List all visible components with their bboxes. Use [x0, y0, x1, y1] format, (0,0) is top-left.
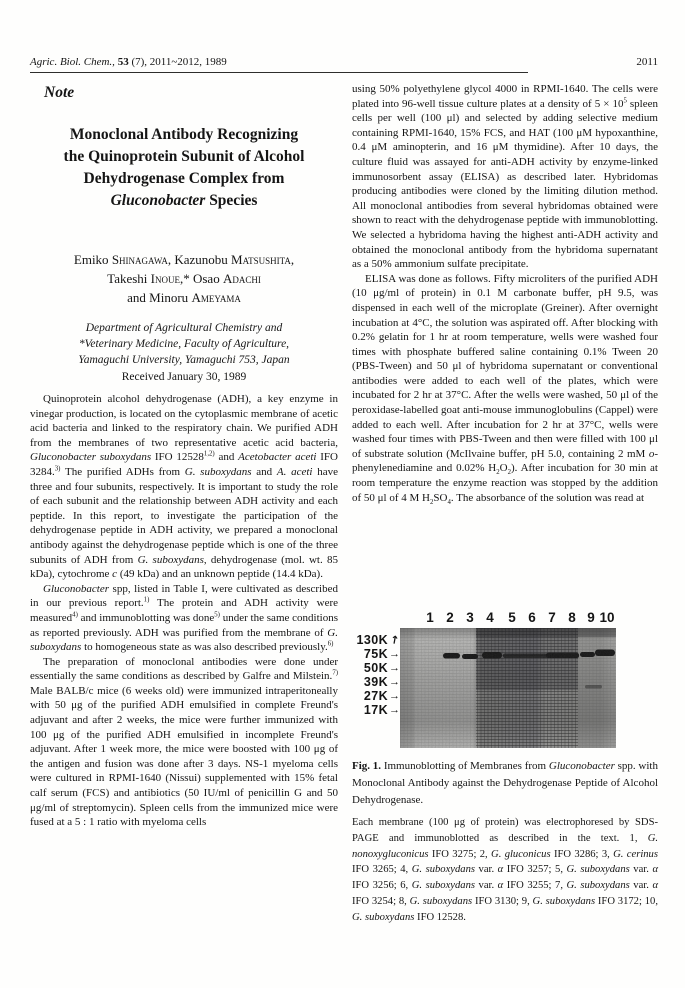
text-segment: 1,2): [203, 450, 215, 458]
text-segment: 5): [214, 611, 220, 619]
body-paragraph: [30, 582, 338, 655]
figure-legend: [352, 815, 658, 926]
text-segment: IFO 12528: [151, 451, 204, 464]
marker-labels: [352, 628, 403, 748]
text-segment: G. suboxydans: [532, 895, 596, 907]
text-segment: The protein and ADH activity were measured: [30, 597, 338, 624]
text-segment: Species: [205, 192, 258, 209]
lane-number: 4: [486, 610, 494, 625]
text-segment: The preparation of monoclonal antibodies were done under essentially the same conditions as described by Galfre and Milstein.: [30, 655, 338, 683]
author-line: [30, 250, 338, 269]
marker-label: 39K: [363, 675, 388, 689]
text-segment: Monoclonal Antibody Recognizing: [69, 126, 299, 143]
text-segment: IFO 3284.: [30, 451, 338, 478]
arrow-icon: →: [389, 648, 401, 660]
text-segment: -phenylenediamine and 0.02% H: [352, 447, 658, 475]
text-segment: IFO 3172; 10,: [595, 895, 658, 907]
text-segment: o: [648, 447, 655, 460]
author-line: [30, 288, 338, 307]
text-segment: α: [652, 880, 658, 892]
text-segment: to homogeneous state as was also described previously.: [81, 641, 328, 654]
text-segment: under the same conditions as reported previously. ADH was purified from the membrane of: [30, 611, 338, 639]
text-segment: IFO 12528.: [414, 911, 466, 923]
journal-citation: [30, 56, 227, 69]
text-segment: Male BALB/c mice (6 weeks old) were immunized intraperitoneally with 50 μg of the purified ADH emulsified in complete Freund's adjuvant and after 2 weeks, the mice were further immunized with 100 μg of the purified ADH emulsified in incomplete Freund's adjuvant. After 1 week more, the mice were boosted with 100 μg of the antigen and fusion was done after 3 days. NS-1 myeloma cells were cultured in RPMI-1640 (Nissui) supplemented with 15% fetal calf serum (FCS) and antibiotics (50 IU/ml of penicillin G and 50 μg/ml of streptomycin). Spleen cells from the immunized mice were fused at a 5 : 1 ratio with myeloma cells: [30, 684, 338, 829]
text-segment: , Kazunobu: [167, 252, 232, 267]
affiliation-line: *Veterinary Medicine, Faculty of Agriculture,: [78, 338, 290, 350]
lane-number: 5: [508, 610, 516, 625]
text-segment: Takeshi: [107, 271, 151, 286]
body-paragraph: [30, 655, 338, 830]
text-segment: and: [214, 451, 239, 464]
text-segment: 2: [430, 498, 434, 506]
right-column: [352, 82, 658, 610]
text-segment: G. suboxydans: [566, 864, 630, 876]
text-segment: Emiko: [73, 252, 112, 267]
text-segment: Shinagawa: [111, 252, 168, 267]
text-segment: spp. with Monoclonal Antibody against the Dehydrogenase Peptide of Alcohol Dehydrogenase.: [352, 760, 658, 806]
left-column: [30, 392, 338, 937]
text-segment: G. suboxydans: [30, 626, 338, 654]
lane-number: 6: [528, 610, 536, 625]
text-segment: IFO 3265; 4,: [352, 864, 412, 876]
text-segment: the Quinoprotein Subunit of Alcohol: [63, 148, 305, 165]
author-list: [30, 250, 338, 307]
marker-row: [352, 647, 400, 661]
text-segment: 6): [327, 640, 334, 648]
affiliation-line: Yamaguchi University, Yamaguchi 753, Japan: [78, 354, 290, 366]
text-segment: spp, listed in Table I, were cultivated as described in our previous report.: [30, 582, 338, 610]
figure-caption: [352, 758, 658, 809]
marker-row: [352, 689, 400, 703]
title-line: [30, 124, 338, 146]
text-segment: G. gluconicus: [491, 848, 551, 860]
text-segment: IFO 3130; 9,: [472, 895, 533, 907]
text-segment: IFO 3275; 2,: [428, 848, 492, 860]
text-segment: Quinoprotein alcohol dehydrogenase (ADH), a key enzyme in vinegar production, is located on the cytoplasmic membrane of acetic acid bacteria and linked to the respiratory chain. We purified ADH from the membranes of two representative acetic acid bacteria,: [30, 393, 338, 449]
arrow-icon: ↗: [387, 632, 403, 648]
arrow-icon: →: [389, 704, 401, 716]
text-segment: Gluconobacter: [548, 760, 615, 772]
page-header: [30, 56, 658, 69]
text-segment: 4: [447, 498, 451, 506]
author-line: [30, 269, 338, 288]
text-segment: and Minoru: [127, 290, 192, 305]
text-segment: Dehydrogenase Complex from: [83, 170, 285, 187]
text-segment: A. aceti: [276, 465, 313, 478]
marker-label: 27K: [363, 689, 388, 703]
text-segment: spleen cells per well (100 μl) and selected by adding selective medium containing RPMI-1640, 15% FCS, and HAT (100 μM hypoxanthine, 0.4 μM aminopterin, and 16 μM thymidine). After 10 days, the culture fluid was assayed for anti-ADH activity by enzyme-linked immunosorbent assay (ELISA) as described later. Hybridomas producing antibodies were cloned by the limiting dilution method. All monoclonal antibodies from several hybridomas obtained were shown to react with the dehydrogenase peptide with immunoblotting. We selected a hybridoma having the highest anti-ADH activity and obtained the monoclonal antibody from the hybridoma supernatant as a 50% ammonium sulfate precipitate.: [352, 97, 658, 271]
text-segment: var.: [629, 880, 653, 892]
text-segment: Each membrane (100 μg of protein) was electrophoresed by SDS-PAGE and immunoblotted as described in the text. 1,: [352, 817, 658, 844]
text-segment: SO: [433, 491, 448, 504]
note-label: Note: [44, 84, 75, 101]
text-segment: The purified ADHs from: [60, 465, 185, 478]
text-segment: α: [652, 864, 658, 876]
text-segment: G. suboxydans: [409, 895, 473, 907]
affiliation-line: Department of Agricultural Chemistry and: [85, 322, 283, 334]
text-segment: have three and four subunits, respectively. It is important to study the role of each subunit and the relationship between ADH activity and each peptide. In this report, to investigate the participation of the dehydrogenase peptide in ADH activity, we prepared a monoclonal antibody against the dehydrogenase peptide which is one of the three subunits of ADH from: [30, 465, 338, 566]
text-segment: G. suboxydans: [411, 880, 476, 892]
text-segment: Immunoblotting of Membranes from: [381, 760, 549, 772]
lane-number: 10: [599, 610, 615, 625]
text-segment: IFO 3255; 7,: [503, 880, 567, 892]
lane-number: 1: [426, 610, 434, 625]
marker-label: 50K: [363, 661, 388, 675]
lane-number: 9: [587, 610, 595, 625]
text-segment: var.: [475, 864, 498, 876]
text-segment: Matsushita: [231, 252, 291, 267]
lane-number: 2: [446, 610, 454, 625]
text-segment: 3): [54, 465, 61, 473]
text-segment: Fig. 1.: [352, 760, 382, 772]
text-segment: 53: [117, 56, 129, 68]
text-segment: , dehydrogenase (mol. wt. 85 kDa), cytochrome: [30, 553, 338, 581]
lane-number: 7: [548, 610, 556, 625]
text-segment: Agric. Biol. Chem.,: [30, 56, 115, 68]
affiliation: [30, 320, 338, 368]
text-segment: O: [499, 462, 508, 475]
text-segment: 7): [332, 669, 338, 677]
text-segment: 2: [507, 469, 511, 477]
text-segment: α: [497, 880, 504, 892]
text-segment: using 50% polyethylene glycol 4000 in RPMI-1640. The cells were plated into 96-well tissue culture plates at a density of 5 × 10: [352, 83, 658, 110]
header-rule: [30, 72, 528, 73]
text-segment: α: [497, 864, 504, 876]
text-segment: var.: [629, 864, 653, 876]
body-paragraph: [352, 272, 658, 506]
marker-row: [352, 675, 400, 689]
text-segment: Gluconobacter: [110, 192, 206, 209]
figure-1: [352, 610, 658, 926]
marker-row: [352, 661, 400, 675]
lane-number: 8: [568, 610, 576, 625]
lane-numbers: [400, 610, 616, 628]
text-segment: Adachi: [222, 271, 261, 286]
text-segment: G. suboxydans: [184, 465, 252, 478]
text-segment: G. suboxydans: [137, 553, 204, 566]
arrow-icon: →: [389, 690, 401, 702]
text-segment: (7), 2011~2012, 1989: [128, 56, 227, 68]
text-segment: c: [112, 568, 118, 581]
blot-image: [400, 628, 616, 748]
text-segment: G. suboxydans: [352, 911, 415, 923]
text-segment: IFO 3286; 3,: [550, 848, 614, 860]
text-segment: ). After incubation for 30 min at room temperature the enzyme reaction was stopped by the addition of 50 μl of 4 M H: [352, 462, 658, 504]
text-segment: IFO 3257; 5,: [503, 864, 567, 876]
marker-label: 130K: [356, 633, 388, 647]
body-paragraph: [30, 392, 338, 582]
lane-number: 3: [466, 610, 474, 625]
text-segment: (49 kDa) and an unknown peptide (14.4 kDa).: [117, 568, 323, 581]
text-segment: IFO 3256; 6,: [352, 880, 412, 892]
marker-label: 17K: [363, 703, 388, 717]
text-segment: and: [251, 465, 277, 478]
text-segment: Inoue: [150, 271, 180, 286]
text-segment: G. suboxydans: [566, 880, 630, 892]
marker-row: [352, 703, 400, 717]
received-date: Received January 30, 1989: [121, 371, 247, 383]
text-segment: G. suboxydans: [411, 864, 476, 876]
text-segment: and immunoblotting was done: [77, 611, 215, 624]
text-segment: . The absorbance of the solution was read at: [450, 491, 645, 504]
text-segment: IFO 3254; 8,: [352, 895, 410, 907]
text-segment: var.: [475, 880, 498, 892]
marker-label: 75K: [363, 647, 388, 661]
text-segment: ,: [290, 252, 295, 267]
text-segment: Acetobacter aceti: [238, 451, 317, 464]
text-segment: G. cerinus: [613, 848, 658, 860]
title-line: [30, 190, 338, 212]
body-paragraph: [352, 82, 658, 272]
title-line: [30, 146, 338, 168]
article-title: [30, 124, 338, 212]
text-segment: ,* Osao: [179, 271, 223, 286]
text-segment: Gluconobacter: [43, 582, 109, 595]
marker-row: [352, 632, 403, 648]
arrow-icon: →: [389, 676, 401, 688]
text-segment: G. nonoxygluconicus: [352, 832, 658, 860]
title-line: [30, 168, 338, 190]
arrow-icon: →: [389, 662, 401, 674]
text-segment: 1): [143, 596, 150, 604]
text-segment: Ameyama: [191, 290, 241, 305]
text-segment: ELISA was done as follows. Fifty microliters of the purified ADH (10 μg/ml of protein) in 0.1 M carbonate buffer, pH 9.5, was dispensed in each well of the microplate (Greiner). After overnight incubation at 4°C, the solution was aspirated off. After blocking with 0.2% gelatin for 1 hr at room temperature, wells were washed four times with phosphate buffered saline containing 0.1% Tween 20 (PBS-Tween) and 50 μl of hybridoma supernatant or conventional antibodies were added to each well of the plates, which were incubated for 2 hr at 37°C. After the wells were washed, 50 μl of the peroxidase-labelled goat anti-mouse immunoglobulins (Cappel) were added to each well. After incubation for 2 hr at 37°C, wells were washed four times with PBS-Tween and then were filled with 100 μl of substrate solution (McIlvaine buffer, pH 5.0, containing 2 mM: [352, 272, 658, 460]
text-segment: 2: [496, 469, 500, 477]
page-number: 2011: [636, 56, 658, 68]
text-segment: 4): [72, 611, 78, 619]
text-segment: Gluconobacter suboxydans: [30, 451, 152, 464]
blot-panel: [352, 628, 658, 748]
text-segment: 5: [623, 96, 627, 104]
